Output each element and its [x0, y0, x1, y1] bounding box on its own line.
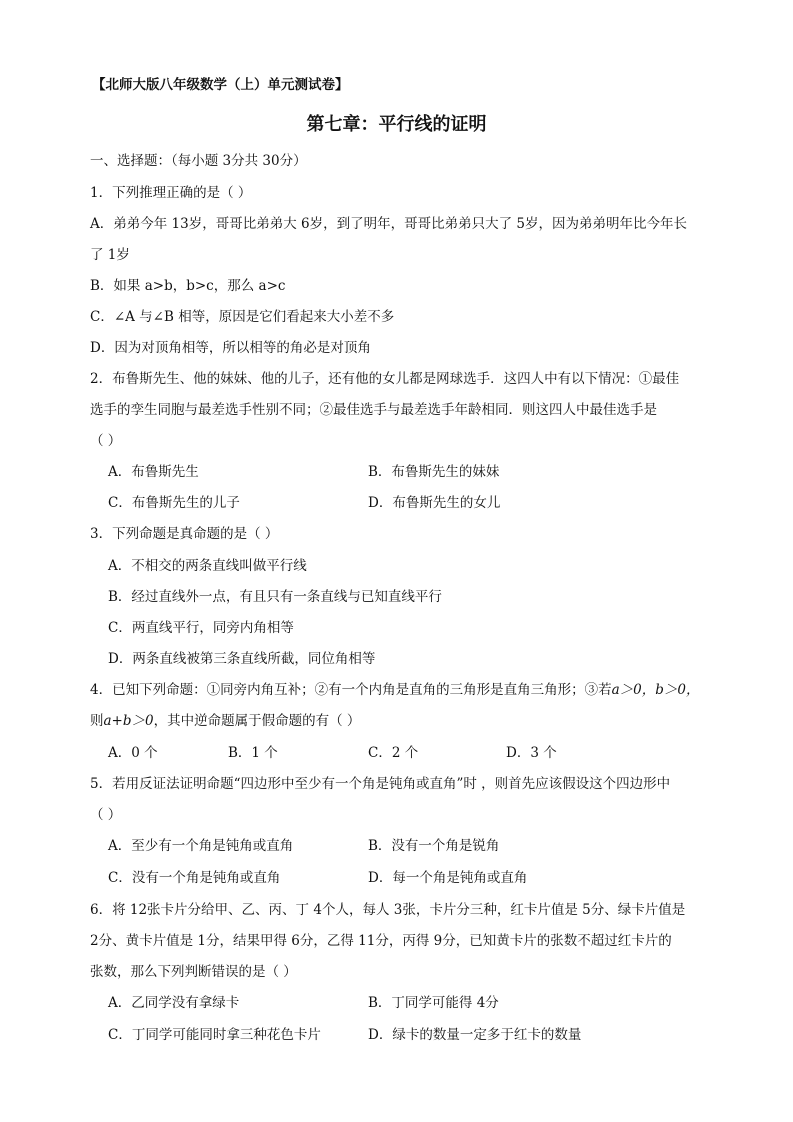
question-4-condition-a: a＞0，	[611, 682, 656, 698]
question-3-option-a: A．不相交的两条直线叫做平行线	[108, 558, 307, 574]
question-2-option-b: B．布鲁斯先生的妹妹	[368, 464, 500, 480]
question-3-option-b: B．经过直线外一点，有且只有一条直线与已知直线平行	[108, 589, 442, 605]
question-4-conclusion: a+b＞0	[103, 713, 154, 729]
question-4-option-d: D．3 个	[506, 745, 557, 761]
question-5-option-d: D．每一个角是钝角或直角	[368, 870, 528, 886]
question-2-stem-line2: 选手的孪生同胞与最差选手性别不同；②最佳选手与最差选手年龄相同．则这四人中最佳选手是	[90, 402, 657, 418]
question-6-option-d: D．绿卡的数量一定多于红卡的数量	[368, 1027, 582, 1043]
question-3-option-c: C．两直线平行，同旁内角相等	[108, 620, 294, 636]
question-1-option-d: D．因为对顶角相等，所以相等的角必是对顶角	[90, 340, 371, 356]
exam-series-tag: 【北师大版八年级数学（上）单元测试卷】	[92, 77, 349, 93]
question-3-option-d: D．两条直线被第三条直线所截，同位角相等	[108, 651, 376, 667]
question-5-option-b: B．没有一个角是锐角	[368, 838, 500, 854]
question-4-then: 则	[90, 713, 104, 729]
question-4-stem-line2	[90, 712, 720, 730]
question-4-option-a: A．0 个	[108, 745, 158, 761]
question-2-option-c: C．布鲁斯先生的儿子	[108, 495, 240, 511]
section-heading: 一、选择题：（每小题 3分共 30分）	[90, 153, 307, 169]
question-2-option-d: D．布鲁斯先生的女儿	[368, 495, 501, 511]
question-2-stem-line1: 2．布鲁斯先生、他的妹妹、他的儿子，还有他的女儿都是网球选手．这四人中有以下情况：①最佳	[90, 371, 680, 387]
question-6-stem-line2: 2分、黄卡片值是 1分，结果甲得 6分，乙得 11分，丙得 9分，已知黄卡片的张数不超过红卡片的	[90, 933, 672, 949]
question-1-option-a: A．弟弟今年 13岁，哥哥比弟弟大 6岁，到了明年，哥哥比弟弟只大了 5岁，因为弟弟明年比今年长	[90, 216, 687, 232]
question-4-option-b: B．1 个	[228, 745, 278, 761]
question-4-stem-line1	[90, 681, 720, 699]
question-5-option-a: A．至少有一个角是钝角或直角	[108, 838, 294, 854]
question-5-option-c: C．没有一个角是钝角或直角	[108, 870, 281, 886]
question-6-stem-line3: 张数，那么下列判断错误的是（ ）	[90, 964, 297, 980]
question-6-stem-line1: 6．将 12张卡片分给甲、乙、丙、丁 4个人，每人 3张，卡片分三种，红卡片值是 5分、绿卡片值是	[90, 902, 686, 918]
question-5-stem-line1: 5．若用反证法证明命题“四边形中至少有一个角是钝角或直角”时 ，则首先应该假设这个四边形中	[90, 776, 671, 792]
question-2-option-a: A．布鲁斯先生	[108, 464, 199, 480]
chapter-title: 第七章：平行线的证明	[306, 114, 487, 135]
question-1-option-a-cont: 了 1岁	[90, 247, 130, 263]
question-4-condition-b: b＞0，	[655, 682, 700, 698]
question-6-option-b: B．丁同学可能得 4分	[368, 995, 499, 1011]
question-2-stem-line3: （ ）	[90, 433, 122, 449]
question-1-option-c: C．∠A 与∠B 相等，原因是它们看起来大小差不多	[90, 309, 395, 325]
question-4-option-c: C．2 个	[368, 745, 419, 761]
question-1-option-b: B．如果 a>b，b>c，那么 a>c	[90, 278, 286, 294]
question-4-stem-text: 4．已知下列命题：①同旁内角互补；②有一个内角是直角的三角形是直角三角形；③若	[90, 682, 612, 698]
question-3-stem: 3．下列命题是真命题的是（ ）	[90, 526, 279, 542]
question-4-ask: ，其中逆命题属于假命题的有（ ）	[153, 713, 361, 729]
question-5-stem-line2: （ ）	[90, 807, 122, 823]
question-6-option-a: A．乙同学没有拿绿卡	[108, 995, 240, 1011]
question-1-stem: 1．下列推理正确的是（ ）	[90, 185, 252, 201]
question-6-option-c: C．丁同学可能同时拿三种花色卡片	[108, 1027, 321, 1043]
